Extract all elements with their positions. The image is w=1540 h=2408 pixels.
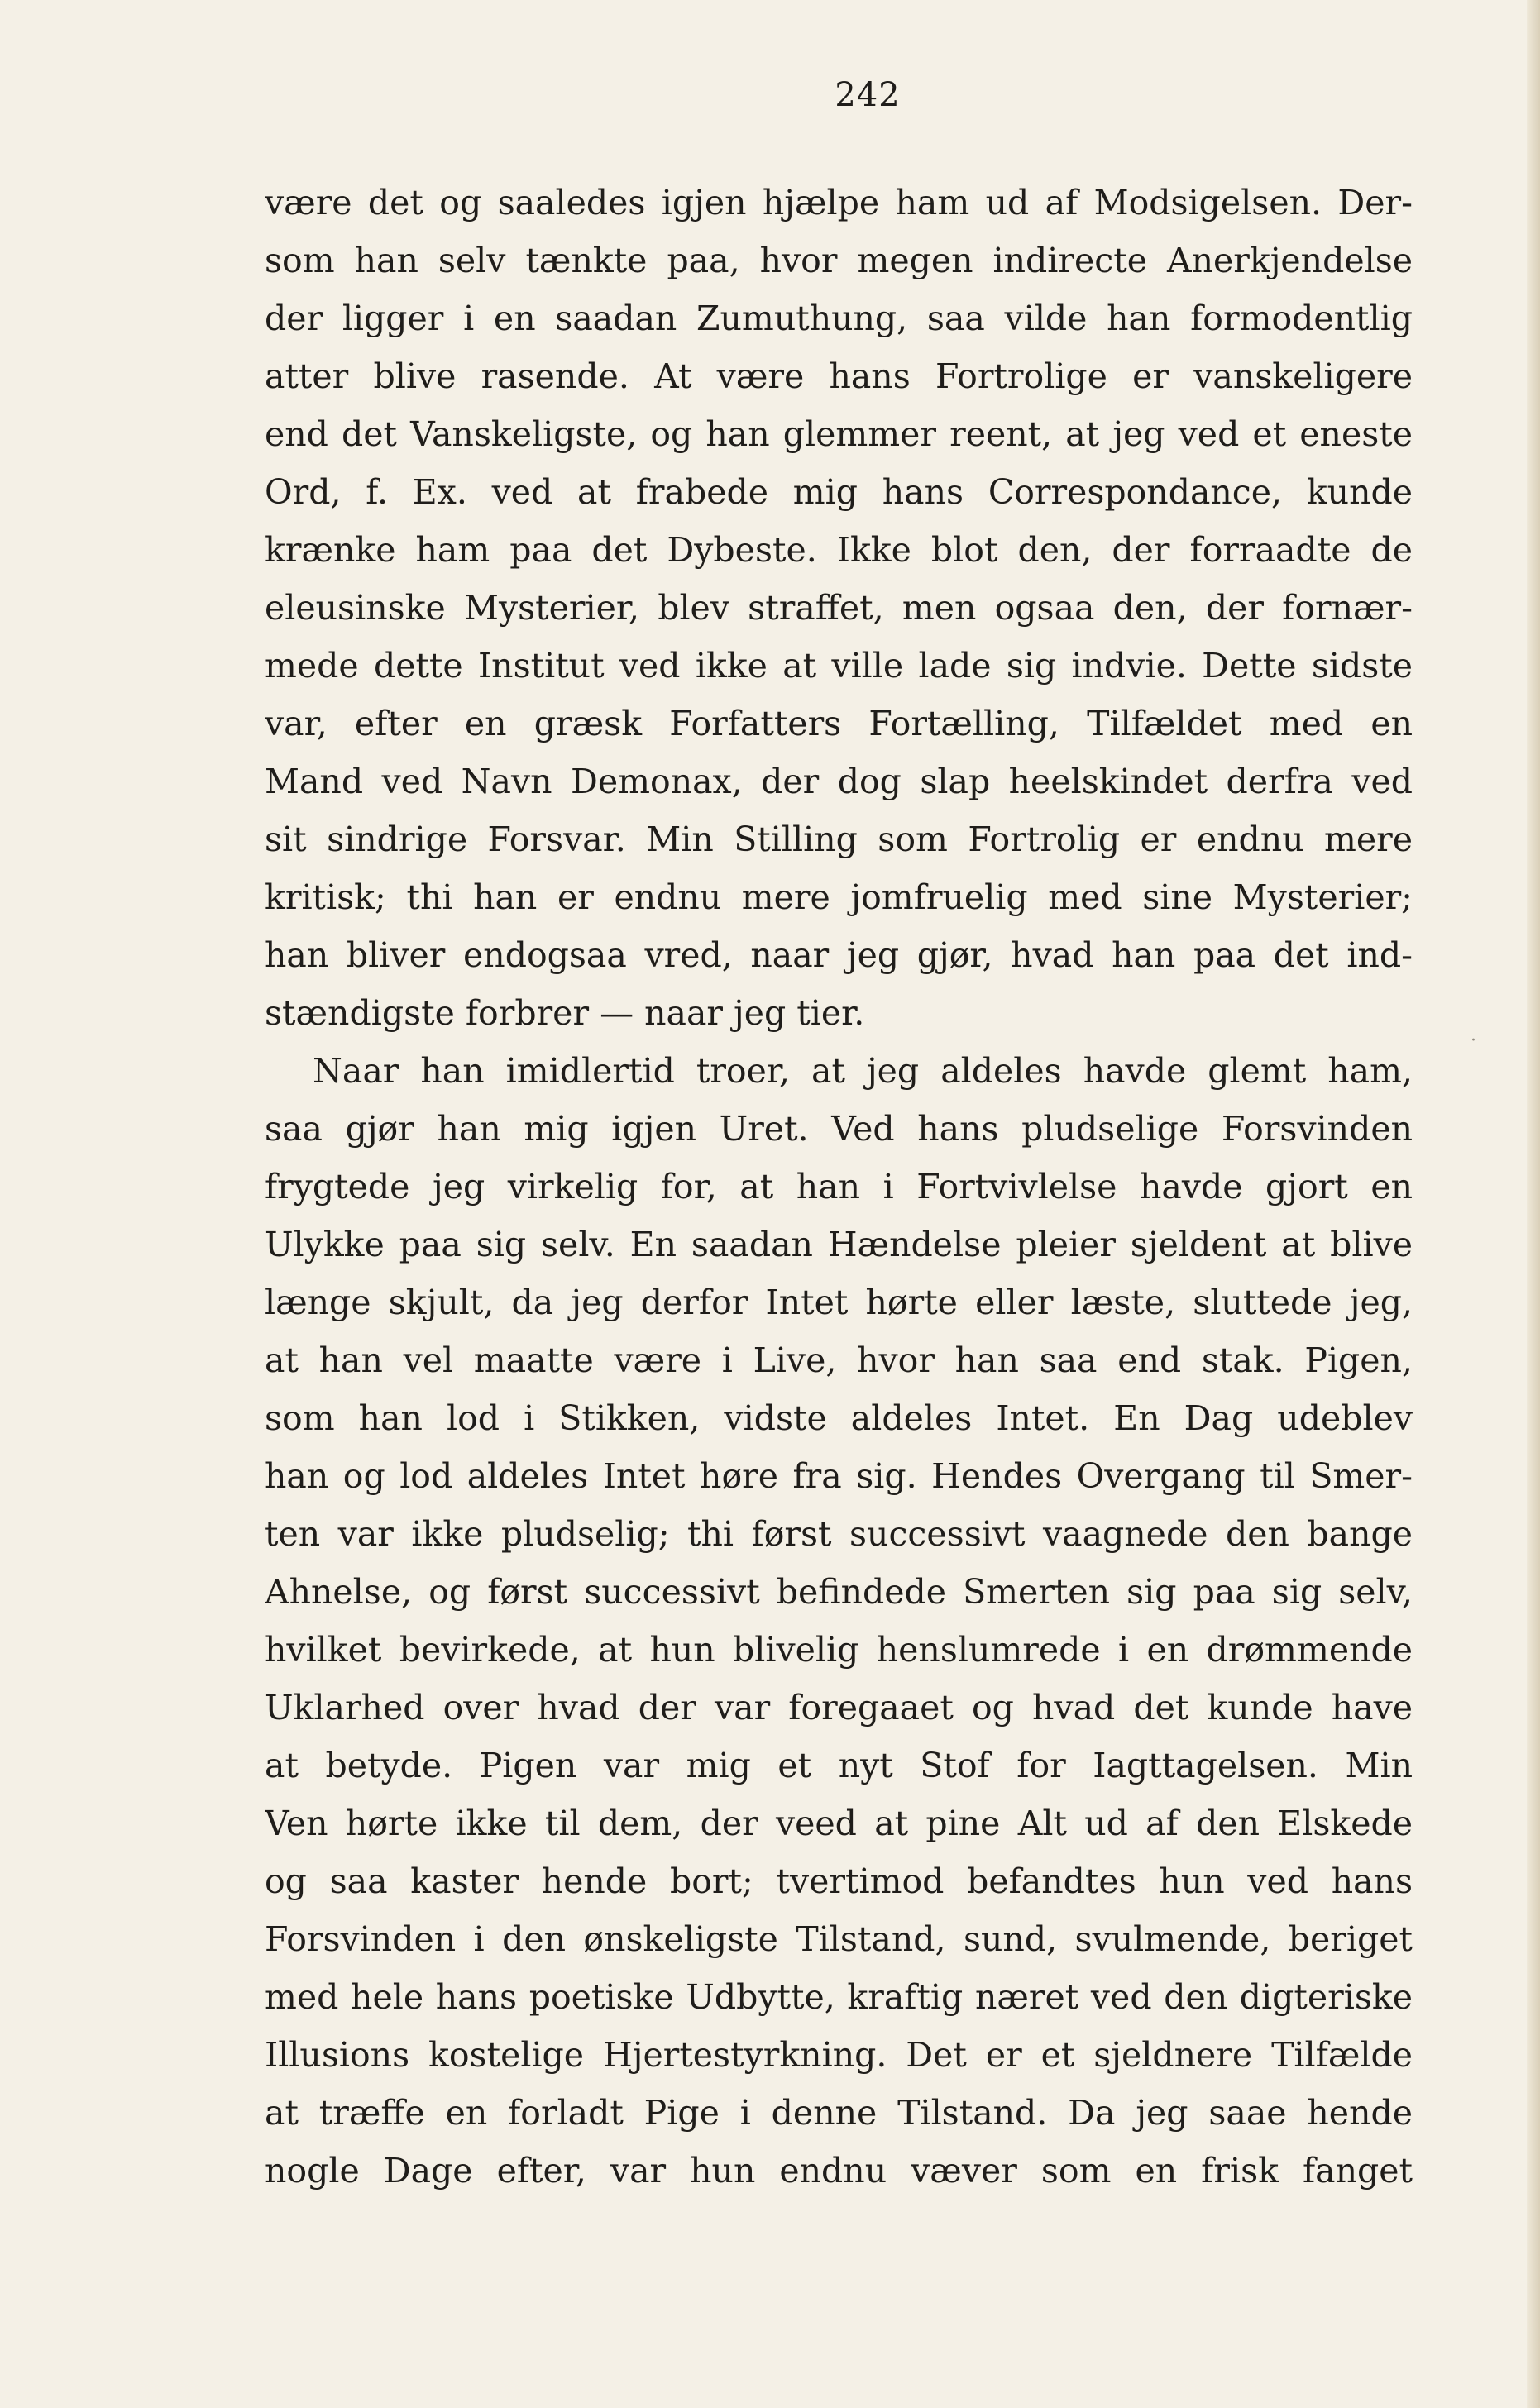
text-line: stændigste forbrer — naar jeg tier. xyxy=(265,993,865,1033)
text-line: end det Vanskeligste, og han glemmer reent, at jeg ved et eneste xyxy=(265,414,1413,454)
text-line: han bliver endogsaa vred, naar jeg gjør, hvad han paa det ind- xyxy=(265,935,1413,975)
text-line: være det og saaledes igjen hjælpe ham ud af Modsigelsen. Der- xyxy=(265,183,1413,222)
page-number: 242 xyxy=(835,76,901,114)
text-line: at han vel maatte være i Live, hvor han saa end stak. Pigen, xyxy=(265,1340,1413,1380)
text-line: hvilket bevirkede, at hun blivelig henslumrede i en drømmende xyxy=(265,1630,1413,1670)
text-line: frygtede jeg virkelig for, at han i Fortvivlelse havde gjort en xyxy=(265,1167,1413,1206)
text-line: Ven hørte ikke til dem, der veed at pine Alt ud af den Elskede xyxy=(265,1804,1413,1843)
text-line: Illusions kostelige Hjertestyrkning. Det er et sjeldnere Tilfælde xyxy=(265,2035,1413,2075)
body-text xyxy=(265,174,1413,2200)
text-line: eleusinske Mysterier, blev straffet, men ogsaa den, der fornær- xyxy=(265,588,1413,628)
text-line: Mand ved Navn Demonax, der dog slap heelskindet derfra ved xyxy=(265,762,1413,801)
text-line: med hele hans poetiske Udbytte, kraftig næret ved den digteriske xyxy=(265,1977,1413,2017)
text-line: og saa kaster hende bort; tvertimod befandtes hun ved hans xyxy=(265,1861,1413,1901)
paragraph-start-line: Naar han imidlertid troer, at jeg aldeles havde glemt ham, xyxy=(313,1051,1413,1091)
paper-speck: · xyxy=(1471,1030,1476,1051)
text-line: saa gjør han mig igjen Uret. Ved hans pludselige Forsvinden xyxy=(265,1109,1413,1149)
text-line: længe skjult, da jeg derfor Intet hørte eller læste, sluttede jeg, xyxy=(265,1283,1413,1322)
text-line: ten var ikke pludselig; thi først successivt vaagnede den bange xyxy=(265,1514,1413,1554)
text-line: Ahnelse, og først successivt befindede Smerten sig paa sig selv, xyxy=(265,1572,1413,1612)
text-line: han og lod aldeles Intet høre fra sig. Hendes Overgang til Smer- xyxy=(265,1456,1413,1496)
text-line: sit sindrige Forsvar. Min Stilling som Fortrolig er endnu mere xyxy=(265,819,1413,859)
text-line: var, efter en græsk Forfatters Fortælling, Tilfældet med en xyxy=(265,704,1413,743)
text-line: der ligger i en saadan Zumuthung, saa vilde han formodentlig xyxy=(265,299,1413,338)
text-line: Forsvinden i den ønskeligste Tilstand, sund, svulmende, beriget xyxy=(265,1919,1413,1959)
text-line: at træffe en forladt Pige i denne Tilstand. Da jeg saae hende xyxy=(265,2093,1413,2133)
text-line: Uklarhed over hvad der var foregaaet og hvad det kunde have xyxy=(265,1688,1413,1727)
page-edge-shadow xyxy=(1527,0,1540,2408)
text-line: nogle Dage efter, var hun endnu væver som en frisk fanget xyxy=(265,2151,1413,2191)
text-line: som han lod i Stikken, vidste aldeles Intet. En Dag udeblev xyxy=(265,1398,1413,1438)
text-line: kritisk; thi han er endnu mere jomfruelig med sine Mysterier; xyxy=(265,877,1413,917)
text-line: at betyde. Pigen var mig et nyt Stof for Iagttagelsen. Min xyxy=(265,1746,1413,1785)
text-line: Ulykke paa sig selv. En saadan Hændelse pleier sjeldent at blive xyxy=(265,1225,1413,1264)
text-line: atter blive rasende. At være hans Fortrolige er vanskeligere xyxy=(265,356,1413,396)
text-line: mede dette Institut ved ikke at ville lade sig indvie. Dette sidste xyxy=(265,646,1413,686)
text-line: som han selv tænkte paa, hvor megen indirecte Anerkjendelse xyxy=(265,241,1413,280)
text-line: krænke ham paa det Dybeste. Ikke blot den, der forraadte de xyxy=(265,530,1413,570)
text-line: Ord, f. Ex. ved at frabede mig hans Correspondance, kunde xyxy=(265,472,1413,512)
